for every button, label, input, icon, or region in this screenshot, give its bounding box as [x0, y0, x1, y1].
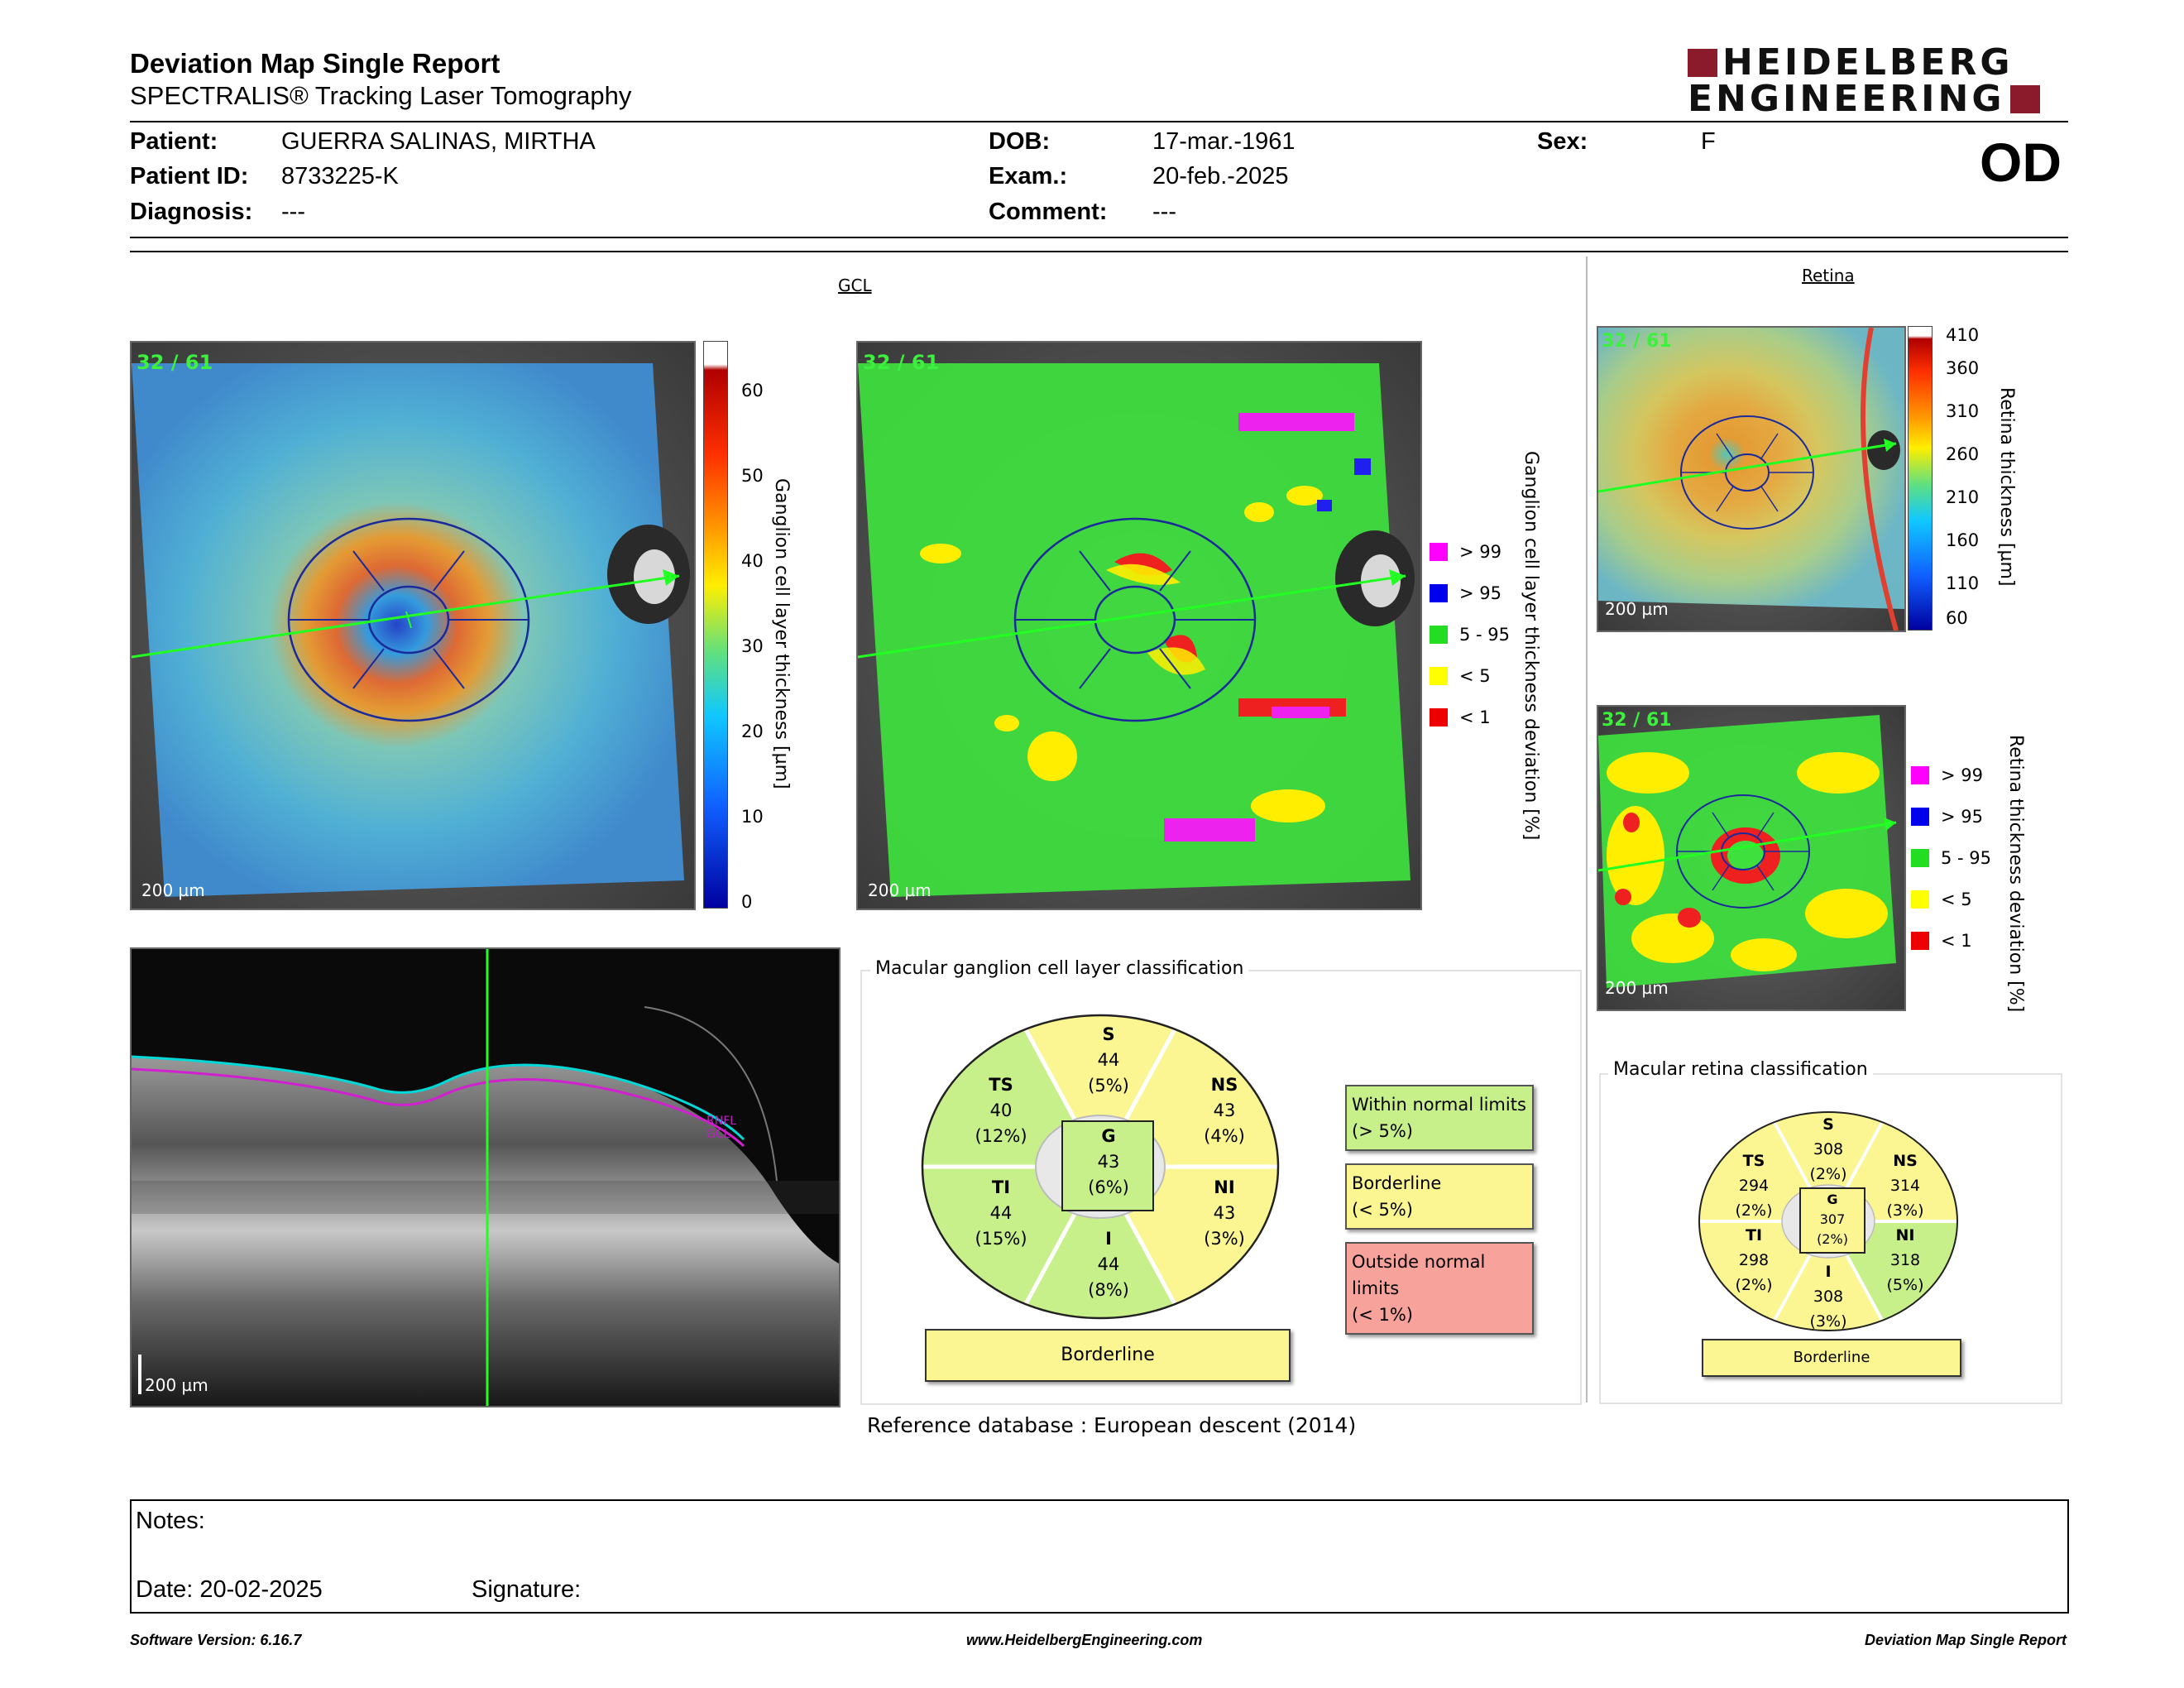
report-title: Deviation Map Single Report — [130, 48, 500, 79]
gcl-tick: 50 — [741, 466, 764, 486]
oct-bscan-svg — [132, 949, 839, 1406]
gcl-thickness-count: 32 / 61 — [136, 351, 213, 374]
retina-summary-badge: Borderline — [1702, 1339, 1961, 1377]
info-rule-1 — [130, 237, 2068, 238]
exam-date: 20-feb.-2025 — [1152, 163, 1289, 189]
gcl-thickness-map — [130, 341, 696, 910]
reference-database: Reference database : European descent (2014) — [867, 1413, 1357, 1437]
legend-label: > 99 — [1941, 765, 1983, 785]
gcl-tick: 60 — [741, 381, 764, 400]
retina-sector-g-label — [1800, 1190, 1865, 1249]
signature-label: Signature: — [472, 1576, 582, 1603]
legend-swatch — [1911, 808, 1929, 826]
key-outside-normal — [1345, 1242, 1534, 1335]
key-within-pct: (> 5%) — [1352, 1121, 1413, 1141]
sector-pct: (8%) — [1088, 1280, 1129, 1300]
retina-tick: 160 — [1946, 530, 1980, 550]
retina-deviation-count: 32 / 61 — [1602, 710, 1672, 731]
gcl-sector-g-label — [1062, 1124, 1155, 1201]
website-link[interactable]: www.HeidelbergEngineering.com — [966, 1632, 1203, 1648]
comment-label: Comment: — [989, 199, 1108, 225]
legend-label: < 1 — [1941, 931, 1972, 951]
gcl-sector-i-label — [1067, 1226, 1150, 1303]
legend-label: 5 - 95 — [1459, 625, 1511, 645]
sector-name: NI — [1895, 1226, 1915, 1244]
legend-swatch — [1911, 932, 1929, 950]
sex: F — [1701, 128, 1716, 155]
legend-item — [1430, 573, 1521, 614]
sector-name: G — [1101, 1126, 1116, 1146]
retina-tick: 60 — [1946, 608, 1968, 628]
legend-item — [1911, 755, 2002, 796]
legend-swatch — [1911, 849, 1929, 867]
retina-deviation-map-svg — [1598, 707, 1904, 1009]
legend-swatch — [1430, 543, 1448, 561]
legend-item — [1430, 697, 1521, 738]
legend-label: > 95 — [1459, 583, 1502, 603]
sector-value: 43 — [1097, 1152, 1120, 1172]
sector-pct: (2%) — [1817, 1231, 1848, 1247]
retina-sector-ns-label — [1872, 1149, 1938, 1223]
sector-value: 318 — [1889, 1251, 1921, 1269]
sector-pct: (12%) — [975, 1126, 1027, 1146]
exam-label: Exam.: — [989, 163, 1068, 189]
dob-label: DOB: — [989, 128, 1051, 155]
sector-name: I — [1105, 1229, 1112, 1249]
legend-swatch — [1430, 667, 1448, 685]
comment: --- — [1152, 199, 1176, 225]
sector-pct: (2%) — [1735, 1201, 1773, 1220]
sector-name: TS — [1742, 1152, 1765, 1170]
retina-thickness-count: 32 / 61 — [1602, 331, 1672, 352]
retina-classification-title: Macular retina classification — [1608, 1059, 1873, 1080]
notes-label: Notes: — [136, 1508, 205, 1534]
gcl-tick: 40 — [741, 551, 764, 571]
legend-swatch — [1911, 766, 1929, 784]
retina-sector-s-label — [1795, 1112, 1861, 1187]
sector-name: TI — [1745, 1226, 1763, 1244]
sector-name: S — [1102, 1024, 1115, 1044]
retina-deviation-map — [1597, 705, 1906, 1011]
retina-sector-ni-label — [1872, 1223, 1938, 1297]
legend-label: < 5 — [1459, 666, 1491, 686]
sector-pct: (5%) — [1886, 1276, 1924, 1294]
column-separator — [1586, 257, 1588, 1403]
sector-name: NI — [1214, 1177, 1235, 1197]
oct-bscan — [130, 947, 841, 1407]
gcl-thickness-axis-label: Ganglion cell layer thickness [µm] — [771, 478, 792, 789]
gcl-deviation-map — [856, 341, 1422, 910]
sector-name: TS — [989, 1075, 1013, 1095]
header-rule — [130, 121, 2068, 122]
sector-pct: (2%) — [1809, 1165, 1847, 1183]
retina-tick: 310 — [1946, 401, 1980, 421]
sector-value: 308 — [1813, 1140, 1844, 1158]
retina-tick: 360 — [1946, 358, 1980, 378]
bscan-scale-bar — [138, 1355, 141, 1394]
sector-value: 308 — [1813, 1288, 1844, 1306]
legend-item — [1911, 879, 2002, 920]
sector-value: 43 — [1213, 1101, 1236, 1120]
sector-value: 44 — [1097, 1050, 1120, 1070]
gcl-deviation-legend — [1430, 531, 1521, 738]
dob: 17-mar.-1961 — [1152, 128, 1296, 155]
key-borderline — [1345, 1163, 1534, 1230]
legend-swatch — [1430, 584, 1448, 602]
gcl-summary-badge: Borderline — [925, 1329, 1291, 1382]
gcl-sector-ns-label — [1183, 1072, 1266, 1149]
gcl-section-title: GCL — [838, 276, 872, 295]
sector-pct: (2%) — [1735, 1276, 1773, 1294]
gcl-classification-title: Macular ganglion cell layer classification — [870, 958, 1248, 979]
legend-label: < 5 — [1941, 890, 1972, 909]
sector-name: S — [1822, 1115, 1834, 1134]
retina-tick: 110 — [1946, 573, 1980, 593]
legend-swatch — [1911, 890, 1929, 909]
logo-line1: HEIDELBERG — [1722, 41, 2014, 84]
retina-thickness-map-svg — [1598, 328, 1904, 631]
gcl-tick: 10 — [741, 807, 764, 827]
gcl-sector-s-label — [1067, 1022, 1150, 1099]
rnfl-label: RNFL — [706, 1115, 737, 1128]
sector-name: NS — [1893, 1152, 1918, 1170]
sector-name: NS — [1210, 1075, 1238, 1095]
report-subtitle: SPECTRALIS® Tracking Laser Tomography — [130, 81, 632, 110]
legend-label: > 99 — [1459, 542, 1502, 562]
footer-report-name: Deviation Map Single Report — [1864, 1632, 2067, 1648]
legend-item — [1911, 837, 2002, 879]
sector-value: 294 — [1738, 1177, 1770, 1195]
gcl-deviation-axis-label: Ganglion cell layer thickness deviation [%] — [1521, 451, 1541, 841]
key-within-normal — [1345, 1085, 1534, 1151]
gcl-deviation-scale: 200 µm — [868, 880, 932, 900]
legend-item — [1911, 796, 2002, 837]
gcl-sector-ts-label — [960, 1072, 1042, 1149]
sector-pct: (3%) — [1886, 1201, 1924, 1220]
sector-pct: (3%) — [1204, 1229, 1245, 1249]
retina-sector-i-label — [1795, 1259, 1861, 1334]
legend-label: < 1 — [1459, 707, 1491, 727]
sector-value: 40 — [989, 1101, 1013, 1120]
gcl-sector-ti-label — [960, 1175, 1042, 1252]
legend-label: 5 - 95 — [1941, 848, 1992, 868]
retina-colorbar-ticks — [1946, 325, 1995, 631]
patient-name: GUERRA SALINAS, MIRTHA — [281, 128, 596, 155]
retina-tick: 410 — [1946, 325, 1980, 345]
retina-deviation-scale: 200 µm — [1605, 978, 1669, 998]
legend-label: > 95 — [1941, 807, 1983, 827]
retina-tick: 210 — [1946, 487, 1980, 507]
logo-line2: ENGINEERING — [1688, 78, 2005, 120]
sector-name: G — [1827, 1192, 1838, 1207]
sex-label: Sex: — [1537, 128, 1588, 155]
retina-deviation-axis-label: Retina thickness deviation [%] — [2005, 735, 2026, 1013]
sector-value: 43 — [1213, 1203, 1236, 1223]
notes-box[interactable] — [130, 1499, 2069, 1614]
sector-name: TI — [991, 1177, 1011, 1197]
patient-id: 8733225-K — [281, 163, 399, 189]
retina-tick: 260 — [1946, 444, 1980, 464]
retina-thickness-axis-label: Retina thickness [µm] — [1996, 387, 2017, 587]
logo-square-top — [1688, 49, 1717, 77]
sector-value: 44 — [989, 1203, 1013, 1223]
key-outside-label: Outside normal limits — [1352, 1252, 1486, 1298]
retina-thickness-scale: 200 µm — [1605, 599, 1669, 619]
legend-item — [1430, 531, 1521, 573]
diagnosis: --- — [281, 199, 305, 225]
retina-deviation-legend — [1911, 755, 2002, 961]
gcl-colorbar — [703, 341, 728, 909]
gcl-deviation-map-svg — [858, 343, 1420, 909]
gcl-tick: 30 — [741, 636, 764, 656]
eye-indicator: OD — [1980, 132, 2062, 193]
patient-id-label: Patient ID: — [130, 163, 249, 189]
logo-square-bottom — [2010, 85, 2040, 113]
sector-pct: (15%) — [975, 1229, 1027, 1249]
legend-swatch — [1430, 708, 1448, 727]
legend-item — [1430, 614, 1521, 655]
retina-sector-ts-label — [1721, 1149, 1787, 1223]
sector-value: 298 — [1738, 1251, 1770, 1269]
patient-label: Patient: — [130, 128, 218, 155]
bscan-scale: 200 µm — [145, 1375, 208, 1395]
sector-value: 314 — [1889, 1177, 1921, 1195]
key-outside-pct: (< 1%) — [1352, 1305, 1413, 1325]
key-borderline-label: Borderline — [1352, 1173, 1442, 1193]
gcl-deviation-count: 32 / 61 — [863, 351, 940, 374]
gcl-tick: 20 — [741, 722, 764, 741]
gcl-tick: 0 — [741, 892, 753, 912]
legend-item — [1430, 655, 1521, 697]
info-rule-2 — [130, 251, 2068, 252]
gcl-thickness-scale: 200 µm — [141, 880, 205, 900]
sector-value: 44 — [1097, 1254, 1120, 1274]
key-within-label: Within normal limits — [1352, 1095, 1526, 1115]
software-version: Software Version: 6.16.7 — [130, 1632, 302, 1648]
heidelberg-logo — [1688, 41, 2075, 120]
retina-thickness-map — [1597, 326, 1906, 632]
legend-swatch — [1430, 626, 1448, 644]
gcl-sector-ni-label — [1183, 1175, 1266, 1252]
date-label: Date: 20-02-2025 — [136, 1576, 323, 1603]
gcl-thickness-map-svg — [132, 343, 694, 909]
legend-item — [1911, 920, 2002, 961]
diagnosis-label: Diagnosis: — [130, 199, 253, 225]
retina-colorbar — [1908, 326, 1933, 631]
sector-pct: (3%) — [1809, 1312, 1847, 1331]
key-borderline-pct: (< 5%) — [1352, 1200, 1413, 1220]
retina-sector-ti-label — [1721, 1223, 1787, 1297]
sector-name: I — [1825, 1263, 1832, 1281]
sector-pct: (5%) — [1088, 1076, 1129, 1096]
gcl-label: GCL — [706, 1128, 730, 1141]
retina-section-title: Retina — [1802, 266, 1855, 285]
sector-value: 307 — [1819, 1211, 1846, 1227]
sector-pct: (4%) — [1204, 1126, 1245, 1146]
sector-pct: (6%) — [1088, 1177, 1129, 1197]
